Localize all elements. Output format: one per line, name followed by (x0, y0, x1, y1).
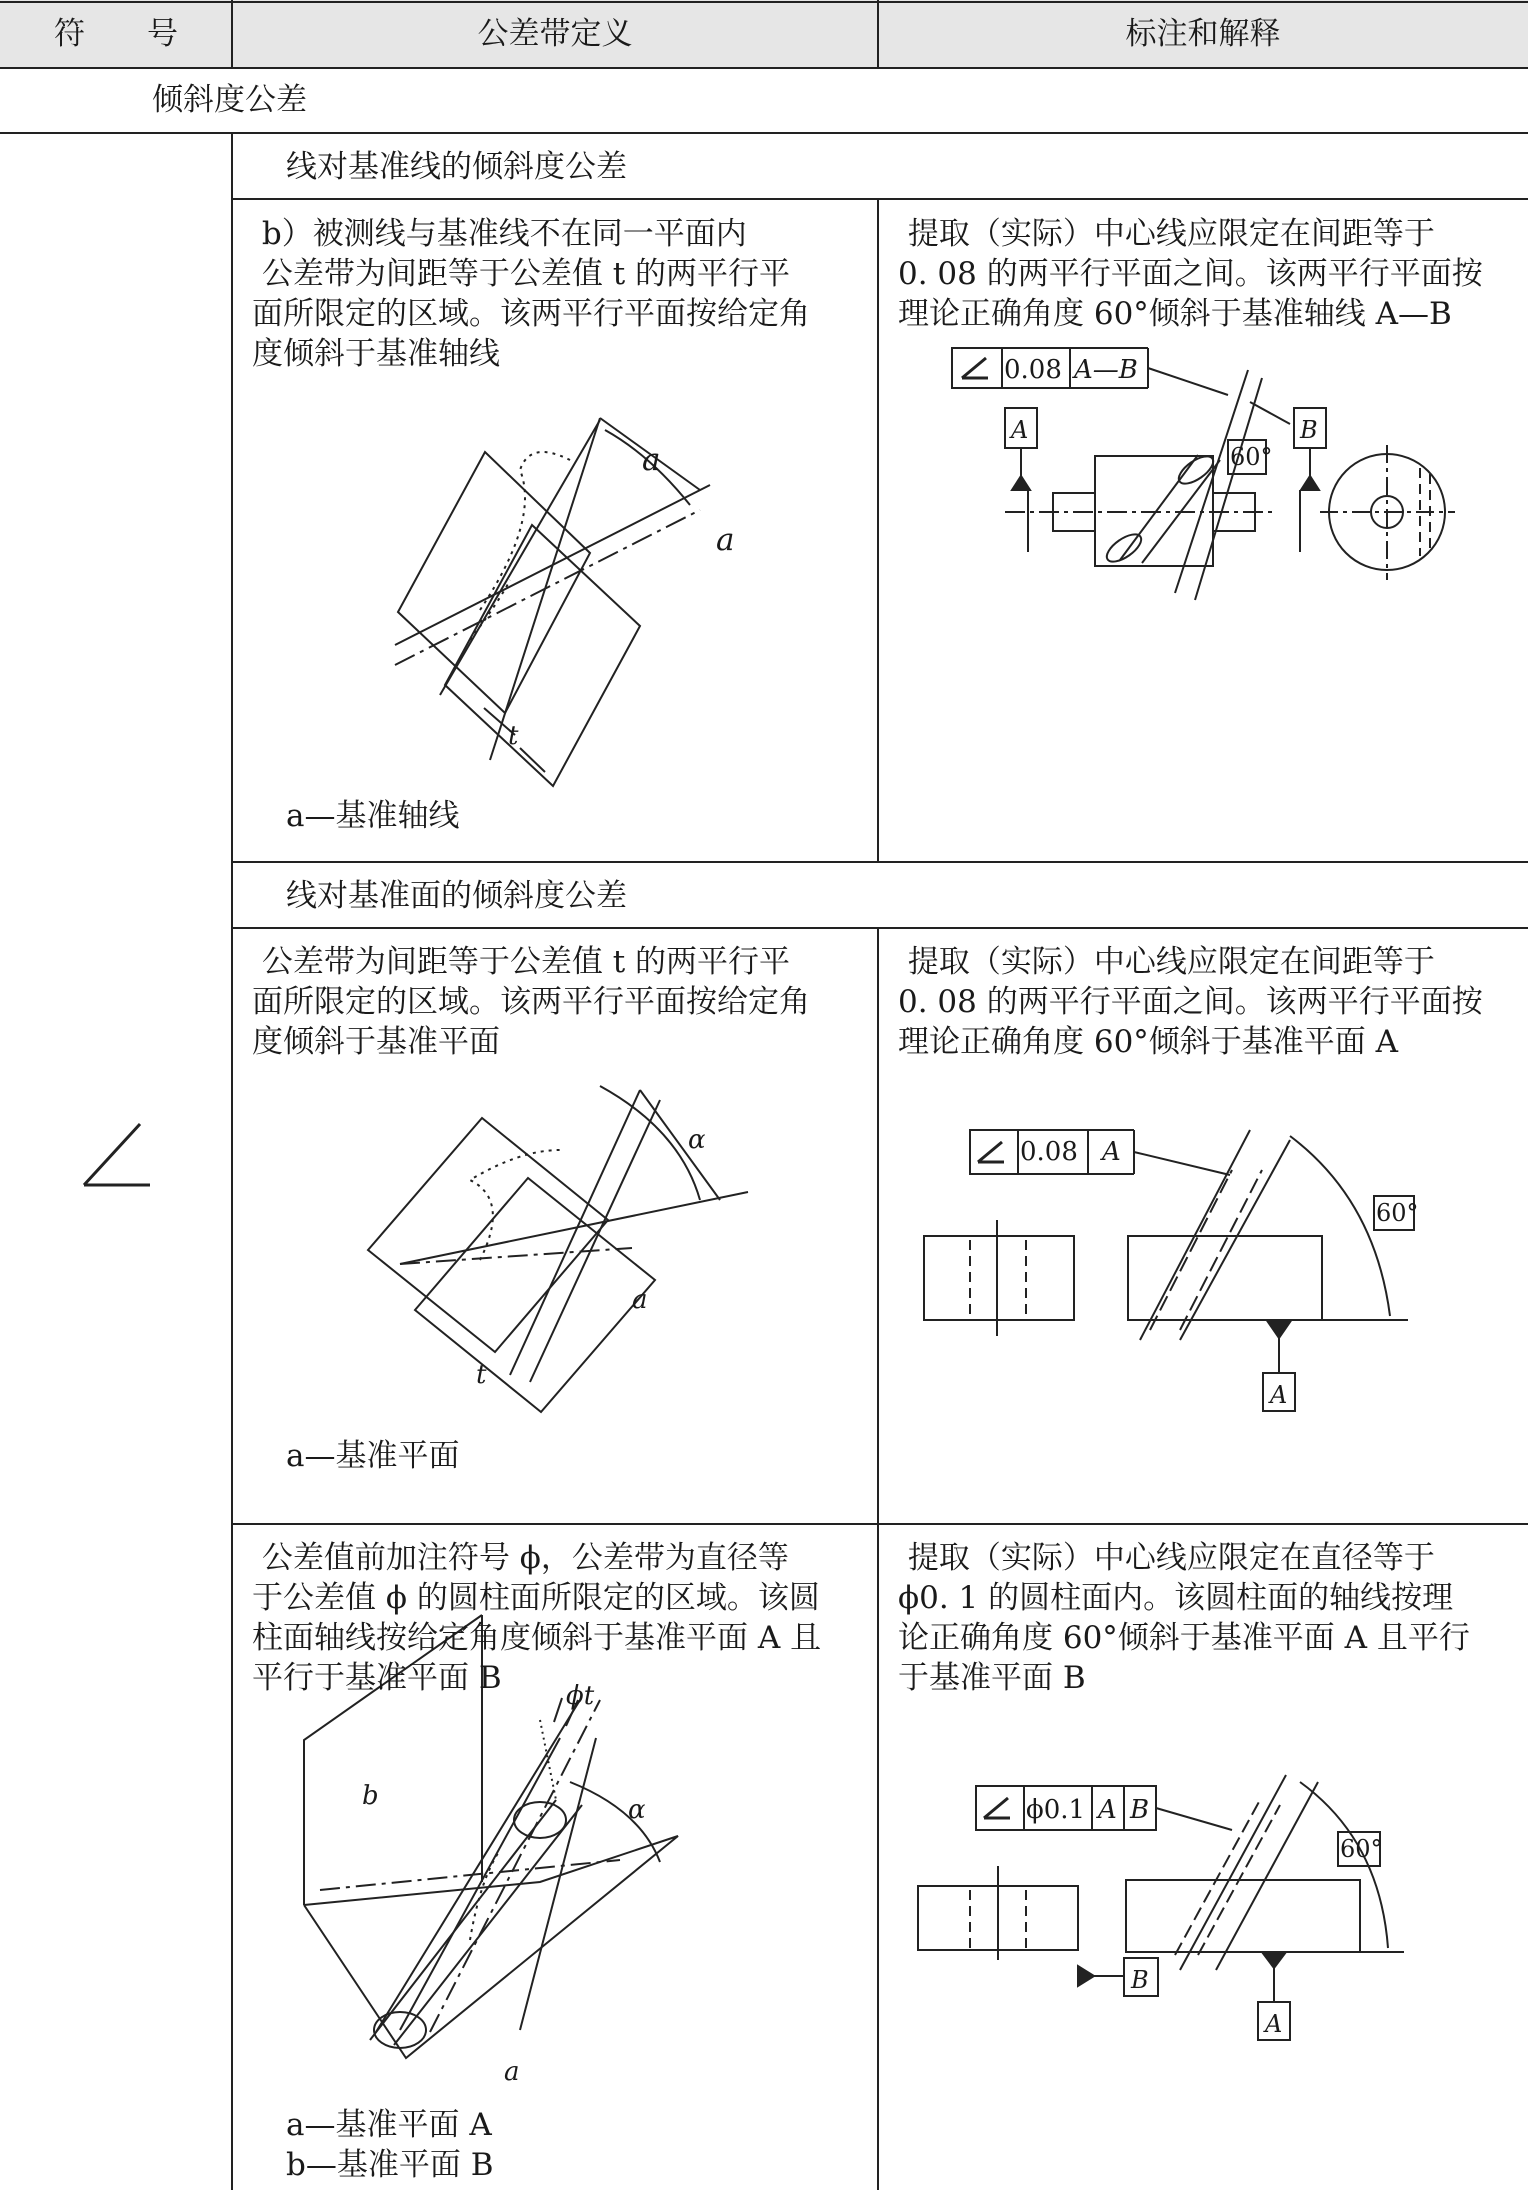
fig3-label-phit: ϕt (566, 1681, 595, 1711)
fig3-fcf-datum1: A (1098, 1795, 1117, 1825)
sub1-legend-a: a—基准轴线 (286, 798, 460, 834)
fig3-datum-A: A (1265, 2010, 1283, 2038)
fig3-angle: 60° (1340, 1835, 1383, 1863)
fig3-label-b: b (362, 1781, 379, 1811)
fig2-label-alpha: α (688, 1125, 706, 1155)
fig2-label-t: t (476, 1360, 487, 1390)
sub1-definition: b）被测线与基准线不在同一平面内 公差带为间距等于公差值 t 的两平行平 面所限定的区域。该两平行平面按给定角 度倾斜于基准轴线 (252, 216, 810, 372)
fig1-label-a1: a (642, 442, 661, 478)
fig2-datum-A: A (1270, 1381, 1288, 1409)
sub1-annotation: 提取（实际）中心线应限定在间距等于 0. 08 的两平行平面之间。该两平行平面按 理论正确角度 60°倾斜于基准轴线 A—B (898, 216, 1483, 332)
fig1-angle: 60° (1230, 443, 1273, 471)
fig3-label-alpha: α (628, 1795, 646, 1825)
fig3-fcf-datum2: B (1130, 1795, 1150, 1825)
fig1-zone-diagram (395, 418, 710, 786)
header-annotation: 标注和解释 (1125, 16, 1281, 52)
angularity-symbol-icon (84, 1124, 150, 1185)
fig2-angle: 60° (1376, 1199, 1419, 1227)
fig3-datum-B: B (1131, 1966, 1149, 1994)
sub2-annotation: 提取（实际）中心线应限定在间距等于 0. 08 的两平行平面之间。该两平行平面按 理论正确角度 60°倾斜于基准平面 A (898, 944, 1483, 1060)
fig1-label-t: t (508, 721, 519, 751)
sub2-definition: 公差带为间距等于公差值 t 的两平行平 面所限定的区域。该两平行平面按给定角 度倾斜于基准平面 (252, 944, 810, 1060)
sub2-title: 线对基准面的倾斜度公差 (286, 878, 627, 914)
sub3-annotation: 提取（实际）中心线应限定在直径等于 ϕ0. 1 的圆柱面内。该圆柱面的轴线按理 论正确角度 60°倾斜于基准平面 A 且平行 于基准平面 B (898, 1540, 1470, 1696)
fig2-label-a: a (632, 1285, 648, 1315)
header-definition: 公差带定义 (477, 16, 633, 52)
fig3-annotation-drawing (918, 1775, 1404, 2040)
sub3-definition: 公差值前加注符号 ϕ，公差带为直径等 于公差值 ϕ 的圆柱面所限定的区域。该圆 柱面轴线按给定角度倾斜于基准平面 A 且 平行于基准平面 B (252, 1540, 822, 1696)
fig1-datum-A: A (1011, 416, 1029, 444)
section-title: 倾斜度公差 (152, 82, 307, 118)
fig2-annotation-drawing (924, 1130, 1414, 1411)
fig2-fcf-tol: 0.08 (1020, 1137, 1078, 1167)
sub1-title: 线对基准线的倾斜度公差 (286, 149, 627, 185)
fig1-label-a2: a (716, 522, 735, 558)
fig3-label-a: a (504, 2057, 520, 2087)
fig1-datum-B: B (1300, 416, 1318, 444)
fig3-fcf-tol: ϕ0.1 (1026, 1795, 1086, 1825)
header-symbol: 符 号 (54, 16, 178, 52)
sub2-legend-a: a—基准平面 (286, 1438, 460, 1474)
fig1-fcf-datum: A—B (1074, 355, 1138, 385)
sub3-legend-b: b—基准平面 B (286, 2147, 494, 2183)
sub3-legend-a: a—基准平面 A (286, 2107, 492, 2143)
fig2-fcf-datum: A (1102, 1137, 1121, 1167)
fig1-fcf-tol: 0.08 (1004, 355, 1062, 385)
